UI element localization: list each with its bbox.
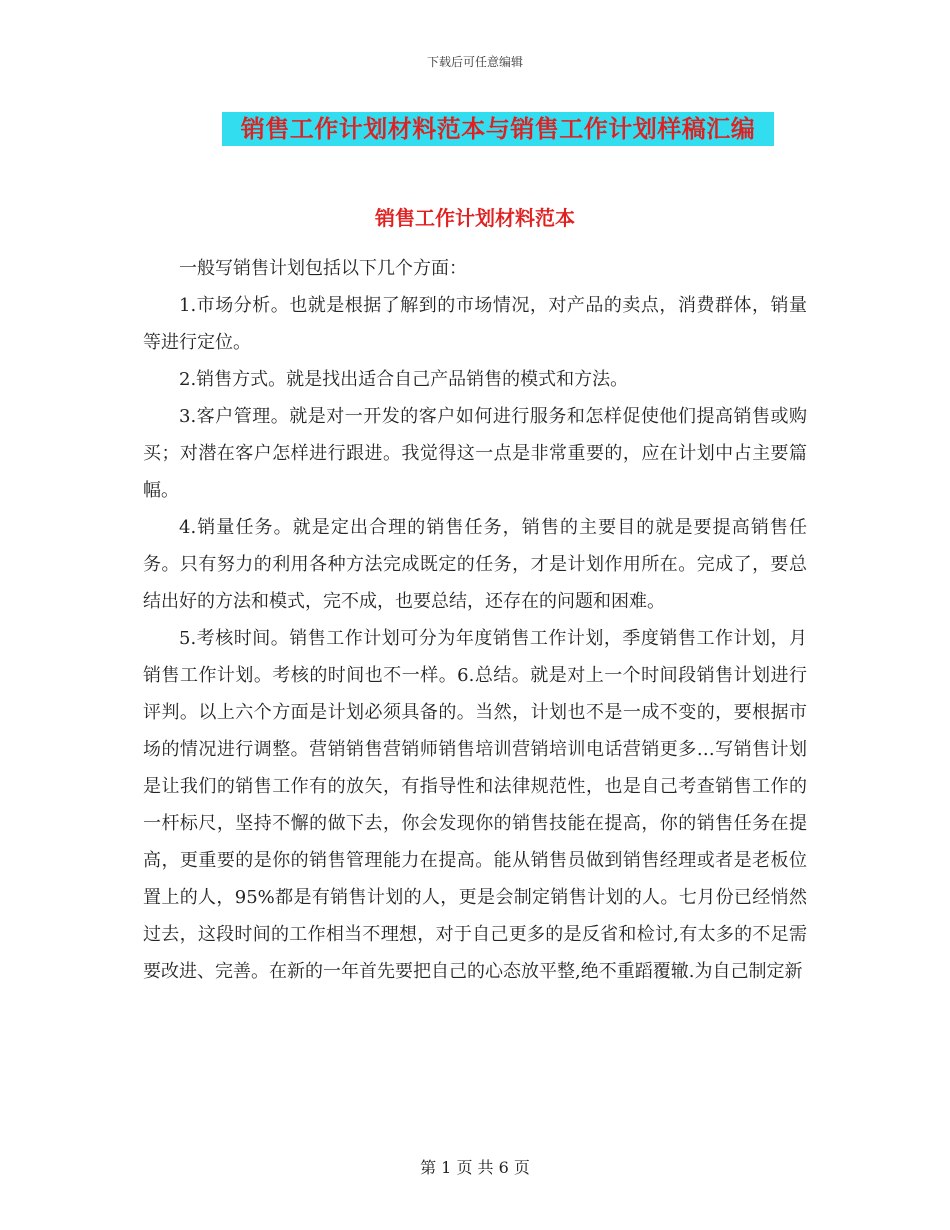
paragraph-sales-method: 2.销售方式。就是找出适合自己产品销售的模式和方法。 (179, 369, 629, 390)
paragraph-market-analysis: 1.市场分析。也就是根据了解到的市场情况，对产品的卖点，消费群体，销量等进行定位。 (143, 295, 807, 353)
paragraph-customer-management: 3.客户管理。就是对一开发的客户如何进行服务和怎样促使他们提高销售或购买；对潜在客户怎样进行跟进。我觉得这一点是非常重要的，应在计划中占主要篇幅。 (143, 406, 807, 501)
body-text (143, 250, 807, 990)
section-title: 销售工作计划材料范本 (375, 206, 575, 230)
paragraph-sales-target: 4.销量任务。就是定出合理的销售任务，销售的主要目的就是要提高销售任务。只有努力的利用各种方法完成既定的任务，才是计划作用所在。完成了，要总结出好的方法和模式，完不成，也要总结，还存在的问题和困难。 (143, 517, 807, 612)
paragraph-assessment-time: 5.考核时间。销售工作计划可分为年度销售工作计划，季度销售工作计划，月销售工作计划。考核的时间也不一样。6.总结。就是对上一个时间段销售计划进行评判。以上六个方面是计划必须具备的。当然，计划也不是一成不变的，要根据市场的情况进行调整。营销销售营销师销售培训营销培训电话营销更多…写销售计划是让我们的销售工作有的放矢，有指导性和法律规范性，也是自己考查销售工作的一杆标尺，坚持不懈的做下去，你会发现你的销售技能在提高，你的销售任务在提高，更重要的是你的销售管理能力在提高。能从销售员做到销售经理或者是老板位置上的人，95%都是有销售计划的人，更是会制定销售计划的人。七月份已经悄然过去，这段时间的工作相当不理想，对于自己更多的是反省和检讨,有太多的不足需要改进、完善。在新的一年首先要把自己的心态放平整,绝不重蹈覆辙.为自己制定新 (143, 628, 807, 982)
page-footer: 第 1 页 共 6 页 (420, 1158, 530, 1177)
paragraph-intro: 一般写销售计划包括以下几个方面： (179, 258, 467, 279)
document-title: 销售工作计划材料范本与销售工作计划样稿汇编 (222, 112, 774, 146)
header-note: 下载后可任意编辑 (426, 55, 523, 69)
